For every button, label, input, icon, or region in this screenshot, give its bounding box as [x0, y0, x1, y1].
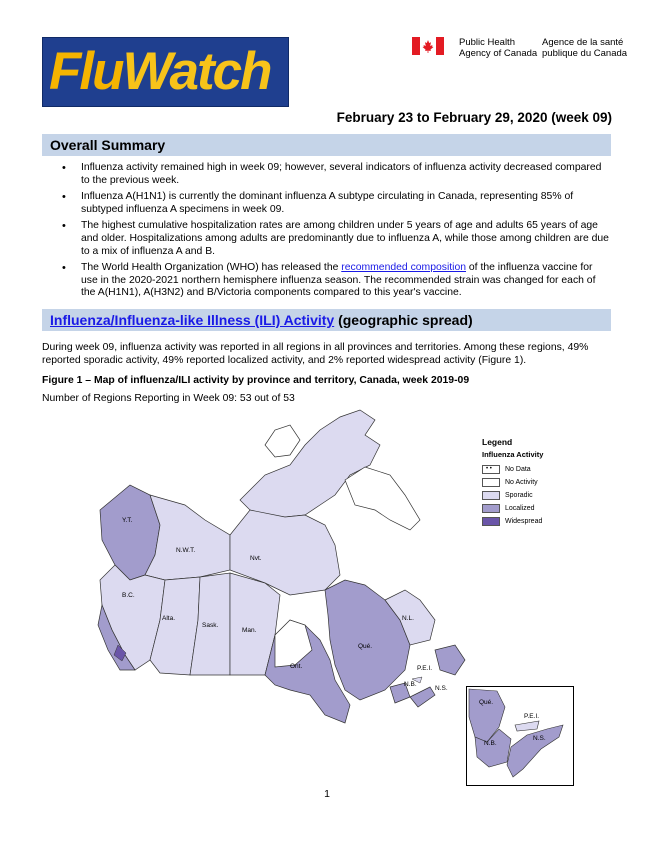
map-labels — [90, 405, 470, 735]
label-nl: N.L. — [402, 615, 414, 622]
label-ont: Ont. — [290, 663, 303, 670]
bullet4-text-before: The World Health Organization (WHO) has released the — [81, 262, 342, 274]
inset-label-que: Qué. — [479, 699, 494, 706]
legend-label: Sporadic — [505, 492, 533, 499]
canada-flag-icon — [412, 37, 444, 55]
legend-item-sporadic — [482, 489, 592, 502]
ili-activity-heading — [42, 309, 611, 331]
label-yt: Y.T. — [122, 517, 133, 524]
legend-item-no-activity — [482, 476, 592, 489]
agency-fr-line2: publique du Canada — [542, 48, 628, 59]
legend-swatch — [482, 504, 500, 513]
logo-watch-text: Watch — [122, 42, 271, 101]
legend-label: Localized — [505, 505, 535, 512]
legend-subtitle: Influenza Activity — [482, 450, 544, 459]
legend-label: No Data — [505, 466, 531, 473]
label-man: Man. — [242, 627, 257, 634]
agency-en-line2: Agency of Canada — [459, 48, 538, 59]
maritimes-inset-map — [466, 686, 574, 786]
label-bc: B.C. — [122, 592, 135, 599]
label-pei: P.E.I. — [417, 665, 433, 672]
summary-bullet: • Influenza activity remained high in week 09; however, several indicators of influenza activity decreased compared to the previous week. — [62, 162, 612, 187]
logo-flu-text: Flu — [49, 42, 123, 101]
inset-label-nb: N.B. — [484, 740, 497, 747]
map-legend — [482, 437, 592, 528]
fluwatch-logo — [42, 37, 289, 107]
legend-item-no-data — [482, 463, 592, 476]
label-nb: N.B. — [404, 681, 417, 688]
legend-item-widespread — [482, 515, 592, 528]
label-nvt: Nvt. — [250, 555, 262, 562]
figure-subtitle: Number of Regions Reporting in Week 09: 53 out of 53 — [42, 393, 295, 404]
ili-heading-rest: (geographic spread) — [334, 312, 473, 328]
inset-label-pei: P.E.I. — [524, 713, 540, 720]
ili-paragraph: During week 09, influenza activity was reported in all regions in all provinces and territories. Among these regions, 49% reported sporadic activity, 49% reported localized activity, and 2% reported widespread activity (Figure 1). — [42, 342, 589, 366]
inset-pei — [515, 721, 539, 731]
label-alta: Alta. — [162, 615, 176, 622]
summary-bullet-list — [62, 162, 612, 304]
report-date: February 23 to February 29, 2020 (week 09) — [336, 110, 612, 125]
figure-title: Figure 1 – Map of influenza/ILI activity by province and territory, Canada, week 2019-09 — [42, 375, 470, 386]
page-number: 1 — [324, 788, 330, 800]
agency-name-french — [542, 37, 632, 59]
bullet4-text-after: of the influenza vaccine for use in the 2020-2021 northern hemisphere influenza season. The recommended strain was changed for each of the A(H1N1), A(H3N2) and B/Victoria components compared to this year's vaccine. — [81, 262, 596, 299]
legend-label: No Activity — [505, 479, 538, 486]
agency-en-line1: Public Health — [459, 37, 515, 48]
legend-swatch — [482, 478, 500, 487]
legend-swatch: • • — [482, 465, 500, 474]
label-que: Qué. — [358, 643, 373, 650]
legend-title: Legend — [482, 437, 513, 447]
agency-name-english — [459, 37, 539, 59]
legend-swatch — [482, 491, 500, 500]
label-nwt: N.W.T. — [176, 547, 196, 554]
label-ns: N.S. — [435, 685, 448, 692]
legend-swatch — [482, 517, 500, 526]
summary-bullet: • The highest cumulative hospitalization rates are among children under 5 years of age and adults 65 years of age and older. Hospitalizations among adults are predominantly due to influenza A, while those among children are due to a mix of influenza A and B. — [62, 220, 612, 258]
overall-summary-heading: Overall Summary — [42, 134, 611, 156]
recommended-composition-link[interactable]: recommended composition — [341, 262, 467, 274]
legend-item-localized — [482, 502, 592, 515]
inset-label-ns: N.S. — [533, 735, 546, 742]
summary-bullet: • Influenza A(H1N1) is currently the dominant influenza A subtype circulating in Canada, representing 85% of subtyped influenza A specimens in week 09. — [62, 191, 612, 216]
agency-fr-line1: Agence de la santé — [542, 37, 624, 48]
legend-label: Widespread — [505, 518, 543, 525]
summary-bullet — [62, 262, 612, 300]
inset-nova-scotia — [507, 725, 563, 777]
ili-activity-link[interactable]: Influenza/Influenza-like Illness (ILI) Activity — [50, 312, 335, 328]
label-sask: Sask. — [202, 622, 219, 629]
